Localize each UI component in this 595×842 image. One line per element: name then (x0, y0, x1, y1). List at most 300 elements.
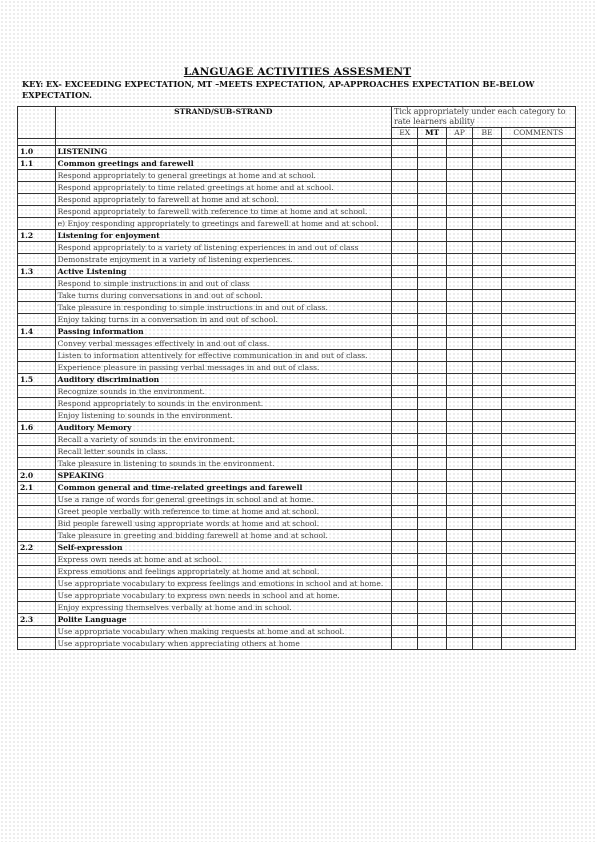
rating-cell-mt[interactable] (418, 518, 446, 530)
table-row (18, 458, 576, 470)
table-row (18, 494, 576, 506)
rating-cell-ap[interactable] (446, 386, 472, 398)
rating-cell-mt[interactable] (418, 434, 446, 446)
strand-item-text: Take pleasure in listening to sounds in the environment. (55, 458, 391, 470)
rating-cell-ap[interactable] (446, 326, 472, 338)
rating-cell-ap[interactable] (446, 350, 472, 362)
rating-cell-ex[interactable] (392, 230, 418, 242)
rating-cell-ex[interactable] (392, 530, 418, 542)
rating-cell-comments[interactable] (501, 530, 575, 542)
rating-cell-be[interactable] (473, 434, 501, 446)
rating-cell-be[interactable] (473, 410, 501, 422)
rating-cell-mt[interactable] (418, 386, 446, 398)
page-title: LANGUAGE ACTIVITIES ASSESMENT (183, 66, 412, 78)
rating-cell-ap[interactable] (446, 434, 472, 446)
rating-cell-ex[interactable] (392, 302, 418, 314)
rating-cell-ex[interactable] (392, 482, 418, 494)
rating-cell-mt[interactable] (418, 374, 446, 386)
rating-cell-ex[interactable] (392, 194, 418, 206)
rating-cell-ap[interactable] (446, 254, 472, 266)
rating-cell-comments[interactable] (501, 398, 575, 410)
rating-cell-ap[interactable] (446, 638, 472, 650)
table-row (18, 506, 576, 518)
rating-cell-mt[interactable] (418, 638, 446, 650)
rating-cell-be[interactable] (473, 338, 501, 350)
rating-cell-be[interactable] (473, 266, 501, 278)
col-header-ap: AP (446, 128, 472, 139)
rating-cell-mt[interactable] (418, 290, 446, 302)
rating-cell-ap[interactable] (446, 590, 472, 602)
row-number (18, 398, 56, 410)
rating-cell-mt[interactable] (418, 350, 446, 362)
rating-cell-mt[interactable] (418, 170, 446, 182)
table-row (18, 386, 576, 398)
rating-cell-comments[interactable] (501, 314, 575, 326)
rating-cell-mt[interactable] (418, 410, 446, 422)
rating-cell-be[interactable] (473, 638, 501, 650)
rating-cell-ex[interactable] (392, 434, 418, 446)
rating-cell-mt[interactable] (418, 458, 446, 470)
row-number: 1.3 (18, 266, 56, 278)
rating-cell-comments[interactable] (501, 506, 575, 518)
rating-cell-be[interactable] (473, 302, 501, 314)
rating-cell-ex[interactable] (392, 242, 418, 254)
strand-heading: Auditory Memory (55, 422, 391, 434)
row-number (18, 458, 56, 470)
rating-cell-be[interactable] (473, 398, 501, 410)
rating-cell-comments[interactable] (501, 458, 575, 470)
rating-cell-ex[interactable] (392, 602, 418, 614)
rating-cell-ex[interactable] (392, 626, 418, 638)
rating-cell-comments[interactable] (501, 386, 575, 398)
rating-cell-ex[interactable] (392, 206, 418, 218)
rating-cell-be[interactable] (473, 350, 501, 362)
rating-cell-ex[interactable] (392, 218, 418, 230)
rating-cell-be[interactable] (473, 158, 501, 170)
strand-item-text: Respond appropriately to farewell at home and at school. (55, 194, 391, 206)
rating-cell-comments[interactable] (501, 590, 575, 602)
rating-cell-mt[interactable] (418, 482, 446, 494)
rating-cell-be[interactable] (473, 278, 501, 290)
table-row (18, 578, 576, 590)
rating-cell-mt[interactable] (418, 470, 446, 482)
section-heading-row (18, 158, 576, 170)
strand-item-text: Recognize sounds in the environment. (55, 386, 391, 398)
rating-cell-ap[interactable] (446, 566, 472, 578)
rating-cell-ap[interactable] (446, 278, 472, 290)
rating-cell-ap[interactable] (446, 446, 472, 458)
rating-cell-be[interactable] (473, 542, 501, 554)
rating-cell-mt[interactable] (418, 614, 446, 626)
rating-cell-mt[interactable] (418, 218, 446, 230)
rating-cell-ex[interactable] (392, 470, 418, 482)
strand-item-text: Convey verbal messages effectively in and out of class. (55, 338, 391, 350)
rating-cell-be[interactable] (473, 566, 501, 578)
rating-cell-be[interactable] (473, 530, 501, 542)
strand-item-text: Greet people verbally with reference to time at home and at school. (55, 506, 391, 518)
table-row (18, 398, 576, 410)
rating-cell-be[interactable] (473, 458, 501, 470)
rating-cell-be[interactable] (473, 374, 501, 386)
rating-cell-ex[interactable] (392, 266, 418, 278)
rating-cell-be[interactable] (473, 206, 501, 218)
row-number (18, 626, 56, 638)
rating-cell-ap[interactable] (446, 266, 472, 278)
rating-cell-mt[interactable] (418, 230, 446, 242)
rating-cell-comments[interactable] (501, 158, 575, 170)
rating-cell-mt[interactable] (418, 590, 446, 602)
section-heading-row (18, 230, 576, 242)
key-legend: KEY: EX- EXCEEDING EXPECTATION, MT –MEETS EXPECTATION, AP-APPROACHES EXPECTATION BE-BELOW EXPECTATION. (22, 79, 535, 100)
rating-cell-ex[interactable] (392, 446, 418, 458)
rating-cell-be[interactable] (473, 242, 501, 254)
rating-cell-ex[interactable] (392, 362, 418, 374)
rating-cell-mt[interactable] (418, 446, 446, 458)
rating-cell-be[interactable] (473, 494, 501, 506)
rating-cell-comments[interactable] (501, 326, 575, 338)
rating-cell-mt[interactable] (418, 494, 446, 506)
rating-cell-comments[interactable] (501, 470, 575, 482)
table-row (18, 518, 576, 530)
rating-cell-comments[interactable] (501, 434, 575, 446)
rating-cell-be[interactable] (473, 218, 501, 230)
rating-cell-be[interactable] (473, 422, 501, 434)
strand-heading: Listening for enjoyment (55, 230, 391, 242)
rating-cell-be[interactable] (473, 446, 501, 458)
rating-cell-comments[interactable] (501, 362, 575, 374)
rating-cell-be[interactable] (473, 290, 501, 302)
strand-heading: Auditory discrimination (55, 374, 391, 386)
rating-cell-comments[interactable] (501, 554, 575, 566)
rating-cell-ex[interactable] (392, 542, 418, 554)
rating-cell-ex[interactable] (392, 350, 418, 362)
rating-cell-comments[interactable] (501, 494, 575, 506)
rating-cell-ap[interactable] (446, 182, 472, 194)
rating-cell-mt[interactable] (418, 542, 446, 554)
section-heading-row (18, 146, 576, 158)
table-row (18, 434, 576, 446)
table-row (18, 194, 576, 206)
rating-cell-mt[interactable] (418, 362, 446, 374)
row-number (18, 446, 56, 458)
rating-cell-ap[interactable] (446, 578, 472, 590)
rating-cell-comments[interactable] (501, 602, 575, 614)
rating-cell-ap[interactable] (446, 290, 472, 302)
rating-cell-be[interactable] (473, 314, 501, 326)
rating-cell-mt[interactable] (418, 242, 446, 254)
rating-cell-comments[interactable] (501, 242, 575, 254)
rating-cell-ex[interactable] (392, 458, 418, 470)
row-number: 1.1 (18, 158, 56, 170)
strand-item-text: Take pleasure in greeting and bidding farewell at home and at school. (55, 530, 391, 542)
rating-cell-comments[interactable] (501, 170, 575, 182)
table-row (18, 206, 576, 218)
rating-cell-mt[interactable] (418, 302, 446, 314)
rating-cell-ap[interactable] (446, 206, 472, 218)
rating-cell-comments[interactable] (501, 566, 575, 578)
rating-cell-ap[interactable] (446, 626, 472, 638)
strand-item-text: Recall a variety of sounds in the environment. (55, 434, 391, 446)
row-number (18, 410, 56, 422)
rating-cell-ap[interactable] (446, 218, 472, 230)
rating-cell-ap[interactable] (446, 314, 472, 326)
rating-cell-mt[interactable] (418, 554, 446, 566)
strand-item-text: Recall letter sounds in class. (55, 446, 391, 458)
rating-cell-ap[interactable] (446, 194, 472, 206)
rating-cell-ex[interactable] (392, 314, 418, 326)
table-row (18, 218, 576, 230)
table-row (18, 350, 576, 362)
strand-item-text: Use appropriate vocabulary when making requests at home and at school. (55, 626, 391, 638)
rating-cell-comments[interactable] (501, 578, 575, 590)
rating-cell-ex[interactable] (392, 554, 418, 566)
table-row (18, 314, 576, 326)
table-row (18, 242, 576, 254)
rating-cell-mt[interactable] (418, 578, 446, 590)
rating-cell-be[interactable] (473, 614, 501, 626)
rating-cell-comments[interactable] (501, 350, 575, 362)
strand-item-text: Enjoy expressing themselves verbally at home and in school. (55, 602, 391, 614)
section-heading-row (18, 542, 576, 554)
strand-item-text: Use appropriate vocabulary to express own needs in school and at home. (55, 590, 391, 602)
rating-cell-ap[interactable] (446, 530, 472, 542)
rating-cell-mt[interactable] (418, 422, 446, 434)
rating-cell-ex[interactable] (392, 254, 418, 266)
rating-cell-comments[interactable] (501, 302, 575, 314)
rating-cell-ap[interactable] (446, 362, 472, 374)
rating-cell-ex[interactable] (392, 386, 418, 398)
rating-cell-comments[interactable] (501, 146, 575, 158)
rating-cell-ap[interactable] (446, 158, 472, 170)
rating-cell-be[interactable] (473, 506, 501, 518)
rating-cell-be[interactable] (473, 230, 501, 242)
row-number: 1.6 (18, 422, 56, 434)
row-number (18, 206, 56, 218)
row-number (18, 278, 56, 290)
rating-cell-mt[interactable] (418, 278, 446, 290)
row-number: 1.4 (18, 326, 56, 338)
rating-cell-mt[interactable] (418, 146, 446, 158)
table-row (18, 302, 576, 314)
rating-cell-be[interactable] (473, 602, 501, 614)
rating-cell-be[interactable] (473, 386, 501, 398)
rating-cell-mt[interactable] (418, 326, 446, 338)
col-header-be: BE (473, 128, 501, 139)
rating-cell-mt[interactable] (418, 266, 446, 278)
rating-cell-comments[interactable] (501, 218, 575, 230)
rating-cell-mt[interactable] (418, 566, 446, 578)
row-number (18, 302, 56, 314)
rating-cell-comments[interactable] (501, 278, 575, 290)
rating-cell-ex[interactable] (392, 422, 418, 434)
row-number: 2.0 (18, 470, 56, 482)
rating-cell-comments[interactable] (501, 194, 575, 206)
rating-cell-ap[interactable] (446, 170, 472, 182)
rating-cell-mt[interactable] (418, 506, 446, 518)
rating-cell-ex[interactable] (392, 158, 418, 170)
rating-cell-comments[interactable] (501, 182, 575, 194)
rating-cell-ex[interactable] (392, 590, 418, 602)
strand-item-text: Bid people farewell using appropriate words at home and at school. (55, 518, 391, 530)
rating-cell-comments[interactable] (501, 638, 575, 650)
table-row (18, 182, 576, 194)
row-number (18, 554, 56, 566)
rating-cell-be[interactable] (473, 626, 501, 638)
rating-cell-ap[interactable] (446, 494, 472, 506)
table-row (18, 446, 576, 458)
rating-cell-mt[interactable] (418, 158, 446, 170)
rating-cell-mt[interactable] (418, 398, 446, 410)
rating-cell-ap[interactable] (446, 602, 472, 614)
table-row (18, 566, 576, 578)
rating-cell-be[interactable] (473, 170, 501, 182)
section-heading-row (18, 482, 576, 494)
rating-cell-ap[interactable] (446, 614, 472, 626)
row-number: 2.3 (18, 614, 56, 626)
strand-heading: Common general and time-related greetings and farewell (55, 482, 391, 494)
rating-cell-ap[interactable] (446, 146, 472, 158)
rating-cell-ap[interactable] (446, 542, 472, 554)
rating-cell-ap[interactable] (446, 506, 472, 518)
rating-cell-be[interactable] (473, 254, 501, 266)
row-number: 1.0 (18, 146, 56, 158)
rating-cell-ap[interactable] (446, 398, 472, 410)
rating-cell-be[interactable] (473, 482, 501, 494)
row-number: 2.2 (18, 542, 56, 554)
row-number (18, 254, 56, 266)
rating-cell-mt[interactable] (418, 254, 446, 266)
row-number: 1.5 (18, 374, 56, 386)
rating-cell-comments[interactable] (501, 446, 575, 458)
table-row (18, 590, 576, 602)
rating-cell-be[interactable] (473, 518, 501, 530)
table-row (18, 554, 576, 566)
rating-cell-ap[interactable] (446, 230, 472, 242)
rating-cell-comments[interactable] (501, 626, 575, 638)
rating-cell-ap[interactable] (446, 554, 472, 566)
rating-cell-mt[interactable] (418, 206, 446, 218)
rating-cell-mt[interactable] (418, 314, 446, 326)
col-header-mt: MT (418, 128, 446, 139)
table-row (18, 170, 576, 182)
section-heading-row (18, 614, 576, 626)
rating-cell-mt[interactable] (418, 602, 446, 614)
rating-cell-mt[interactable] (418, 626, 446, 638)
rating-cell-ex[interactable] (392, 170, 418, 182)
table-row (18, 338, 576, 350)
rating-cell-ex[interactable] (392, 278, 418, 290)
rating-cell-be[interactable] (473, 194, 501, 206)
rating-cell-ex[interactable] (392, 506, 418, 518)
rating-cell-ap[interactable] (446, 338, 472, 350)
rating-cell-ap[interactable] (446, 470, 472, 482)
rating-cell-comments[interactable] (501, 518, 575, 530)
table-row (18, 254, 576, 266)
rating-cell-ex[interactable] (392, 578, 418, 590)
strand-item-text: Respond appropriately to farewell with reference to time at home and at school. (55, 206, 391, 218)
assessment-table (17, 106, 576, 650)
rating-cell-comments[interactable] (501, 422, 575, 434)
rating-cell-comments[interactable] (501, 338, 575, 350)
rating-cell-comments[interactable] (501, 374, 575, 386)
rating-cell-comments[interactable] (501, 290, 575, 302)
rating-cell-mt[interactable] (418, 530, 446, 542)
rating-cell-comments[interactable] (501, 266, 575, 278)
rating-cell-ex[interactable] (392, 290, 418, 302)
rating-cell-ex[interactable] (392, 146, 418, 158)
row-number (18, 506, 56, 518)
strand-item-text: Respond to simple instructions in and out of class (55, 278, 391, 290)
rating-cell-ap[interactable] (446, 458, 472, 470)
strand-heading: Passing information (55, 326, 391, 338)
rating-cell-comments[interactable] (501, 410, 575, 422)
rating-cell-be[interactable] (473, 578, 501, 590)
rating-cell-ex[interactable] (392, 494, 418, 506)
rating-cell-ex[interactable] (392, 326, 418, 338)
strand-heading: Common greetings and farewell (55, 158, 391, 170)
rating-cell-be[interactable] (473, 146, 501, 158)
table-row (18, 278, 576, 290)
rating-cell-be[interactable] (473, 362, 501, 374)
rating-cell-comments[interactable] (501, 482, 575, 494)
row-number (18, 434, 56, 446)
rating-cell-ex[interactable] (392, 518, 418, 530)
rating-cell-comments[interactable] (501, 206, 575, 218)
rating-cell-comments[interactable] (501, 230, 575, 242)
rating-cell-mt[interactable] (418, 338, 446, 350)
rating-cell-ex[interactable] (392, 182, 418, 194)
rating-cell-comments[interactable] (501, 254, 575, 266)
rating-cell-ap[interactable] (446, 302, 472, 314)
rating-cell-ex[interactable] (392, 398, 418, 410)
rating-cell-ap[interactable] (446, 242, 472, 254)
strand-item-text: Take pleasure in responding to simple instructions in and out of class. (55, 302, 391, 314)
rating-cell-be[interactable] (473, 554, 501, 566)
rating-cell-be[interactable] (473, 182, 501, 194)
strand-item-text: Express emotions and feelings appropriately at home and at school. (55, 566, 391, 578)
rating-cell-comments[interactable] (501, 614, 575, 626)
row-number (18, 242, 56, 254)
row-number (18, 362, 56, 374)
row-number (18, 590, 56, 602)
strand-item-text: Experience pleasure in passing verbal messages in and out of class. (55, 362, 391, 374)
rating-cell-ex[interactable] (392, 338, 418, 350)
row-number (18, 350, 56, 362)
rating-cell-ex[interactable] (392, 638, 418, 650)
strand-item-text: Enjoy taking turns in a conversation in and out of school. (55, 314, 391, 326)
rating-cell-ap[interactable] (446, 410, 472, 422)
section-heading-row (18, 422, 576, 434)
row-number (18, 338, 56, 350)
rating-cell-mt[interactable] (418, 182, 446, 194)
rating-cell-ex[interactable] (392, 374, 418, 386)
rating-cell-ap[interactable] (446, 422, 472, 434)
rating-cell-be[interactable] (473, 326, 501, 338)
rating-cell-ex[interactable] (392, 566, 418, 578)
table-row (18, 410, 576, 422)
rating-cell-ex[interactable] (392, 410, 418, 422)
rating-cell-ap[interactable] (446, 482, 472, 494)
rating-cell-mt[interactable] (418, 194, 446, 206)
row-number (18, 386, 56, 398)
rating-cell-be[interactable] (473, 590, 501, 602)
rating-cell-ex[interactable] (392, 614, 418, 626)
rating-cell-comments[interactable] (501, 542, 575, 554)
strand-item-text: Take turns during conversations in and out of school. (55, 290, 391, 302)
rating-cell-be[interactable] (473, 470, 501, 482)
rating-cell-ap[interactable] (446, 374, 472, 386)
rating-cell-ap[interactable] (446, 518, 472, 530)
